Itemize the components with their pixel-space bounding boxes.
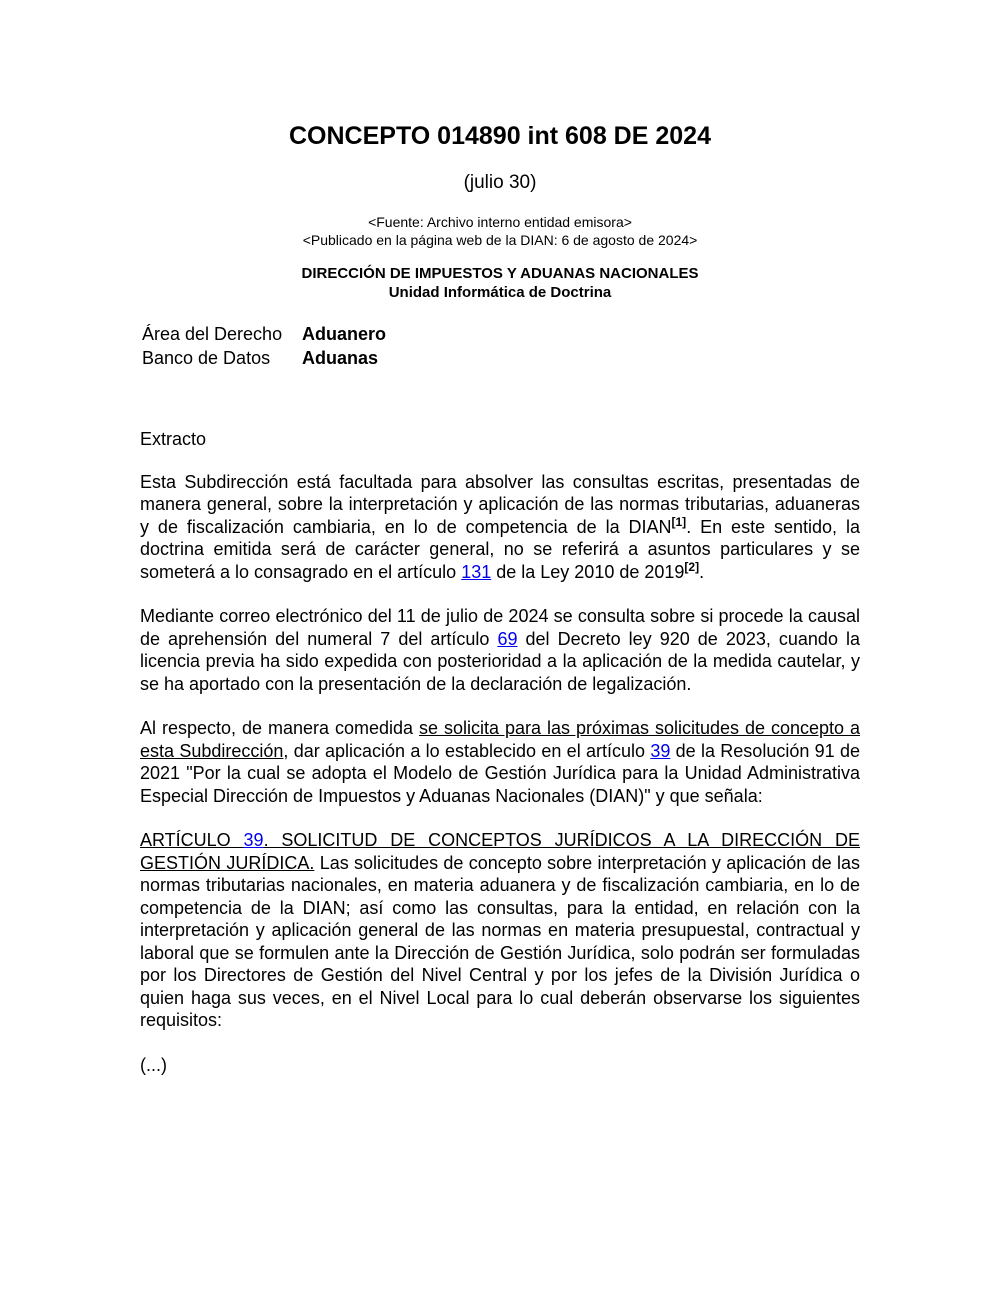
source-block [0,213,1000,249]
footnote-ref-1[interactable]: [1] [671,514,687,529]
area-value: Aduanero [302,324,387,344]
paragraph-text: Las solicitudes de concepto sobre interpretación y aplicación de las normas tributarias nacionales, en materia aduanera y de fiscalización cambiaria, en lo de competencia de la DIAN; así como las consultas, para la entidad, en relación con la interpretación y aplicación general de las normas en materia presupuestal, contractual y laboral que se formulen ante la Dirección de Gestión Jurídica, solo podrán ser formuladas por los Directores de Gestión del Nivel Central y por los jefes de la División Jurídica o quien haga sus veces, en el Nivel Local para lo cual deberán observarse los siguientes requisitos: [140,852,861,1030]
ellipsis: (...) [140,1054,167,1075]
published-line: <Publicado en la página web de la DIAN: 6 de agosto de 2024> [302,232,698,248]
document-title: CONCEPTO 014890 int 608 DE 2024 [289,122,711,150]
article-heading-title: . SOLICITUD DE CONCEPTOS JURÍDICOS A LA DIRECCIÓN DE GESTIÓN JURÍDICA. [140,830,860,873]
metadata-row-bank [142,346,386,370]
bank-value: Aduanas [302,348,379,368]
organization-name: DIRECCIÓN DE IMPUESTOS Y ADUANAS NACIONALES [301,265,699,282]
metadata-table [142,322,386,370]
paragraph-text: de la Ley 2010 de 2019 [491,561,685,582]
article-131-link[interactable]: 131 [461,561,492,582]
paragraph-article-39 [140,829,860,1032]
paragraph-consultation [140,605,860,695]
article-heading-prefix: ARTÍCULO [140,830,244,850]
extract-heading: Extracto [140,429,207,449]
article-69-link[interactable]: 69 [497,628,518,649]
paragraph-text: Al respecto, de manera comedida [140,718,419,738]
paragraph-text: del Decreto ley 920 de 2023, cuando la licencia previa ha sido expedida con posterioridad a la aplicación de la medida cautelar, y se ha aportado con la presentación de la declaración de legalización. [140,628,861,694]
paragraph-text: . En este sentido, la doctrina emitida será de carácter general, no se referirá a asuntos particulares y se someterá a lo consagrado en el artículo [140,516,860,582]
organization-block [0,264,1000,302]
footnote-ref-2[interactable]: [2] [684,559,700,574]
document-body [140,428,860,1098]
bank-label: Banco de Datos [142,348,271,368]
paragraph-text: de la Resolución 91 de 2021 "Por la cual se adopta el Modelo de Gestión Jurídica para la Unidad Administrativa Especial Dirección de Impuestos y Aduanas Nacionales (DIAN)" y que señala: [140,740,860,806]
article-39-heading-link[interactable]: 39 [243,830,264,850]
area-label: Área del Derecho [142,324,283,344]
paragraph-text: Esta Subdirección está facultada para absolver las consultas escritas, presentadas de manera general, sobre la interpretación y aplicación de las normas tributarias, aduaneras y de fiscalización cambiaria, en lo de competencia de la DIAN [140,471,860,537]
organization-unit: Unidad Informática de Doctrina [388,284,612,301]
underlined-request-text: se solicita para las próximas solicitudes de concepto a esta Subdirección [140,718,860,761]
source-line: <Fuente: Archivo interno entidad emisora> [368,214,632,230]
metadata-row-area [142,322,386,346]
article-39-link[interactable]: 39 [650,740,671,761]
paragraph-text: Mediante correo electrónico del 11 de julio de 2024 se consulta sobre si procede la causal de aprehensión del numeral 7 del artículo [140,606,860,649]
document-date: (julio 30) [463,172,537,193]
paragraph-text: , dar aplicación a lo establecido en el artículo [283,740,651,761]
paragraph-text: . [699,561,705,582]
paragraph-competence [140,471,860,584]
paragraph-request [140,717,860,807]
